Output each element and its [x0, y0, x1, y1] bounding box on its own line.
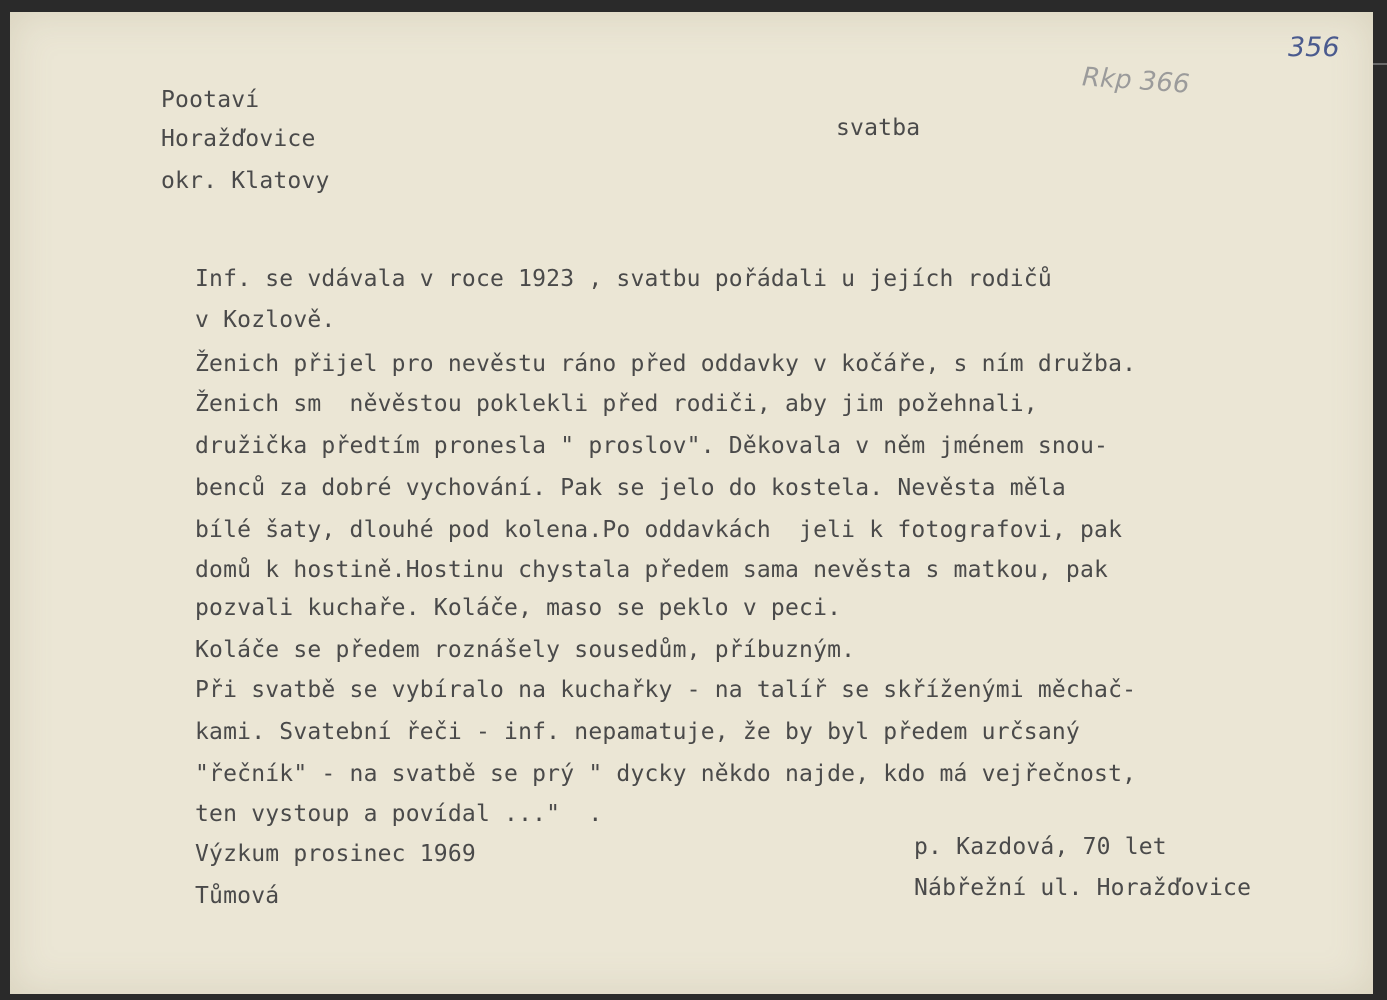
body-line: pozvali kuchaře. Koláče, maso se peklo v peci.	[195, 595, 842, 621]
research-date: Výzkum prosinec 1969	[195, 841, 476, 867]
archive-card	[10, 12, 1373, 994]
location-line-region: Pootaví	[161, 87, 260, 113]
body-line: Inf. se vdávala v roce 1923 , svatbu pořádali u jejích rodičů	[195, 266, 1052, 292]
edge-mark	[1373, 63, 1387, 65]
body-line: "řečník" - na svatbě se prý " dycky někdo najde, kdo má vejřečnost,	[195, 761, 1137, 787]
location-line-town: Horažďovice	[161, 126, 316, 152]
researcher-name: Tůmová	[195, 883, 280, 909]
location-line-district: okr. Klatovy	[161, 168, 330, 194]
body-line: bílé šaty, dlouhé pod kolena.Po oddavkách jeli k fotografovi, pak	[195, 517, 1123, 543]
body-line: Ženich sm něvěstou poklekli před rodiči, aby jim požehnali,	[195, 391, 1038, 417]
body-line: v Kozlově.	[195, 307, 336, 333]
informant-address: Nábřežní ul. Horažďovice	[914, 875, 1252, 901]
body-line: Koláče se předem roznášely sousedům, příbuzným.	[195, 637, 856, 663]
body-line: družička předtím pronesla " proslov". Děkovala v něm jménem snou-	[195, 433, 1109, 459]
body-line: ten vystoup a povídal ..." .	[195, 801, 603, 827]
catalog-number: Rkp 366	[1081, 62, 1191, 100]
body-line: Při svatbě se vybíralo na kuchařky - na talíř se skříženými měchač-	[195, 677, 1137, 703]
informant-name: p. Kazdová, 70 let	[914, 834, 1167, 860]
page-number: 356	[1288, 32, 1340, 63]
body-line: kami. Svatební řeči - inf. nepamatuje, že by byl předem určsaný	[195, 719, 1080, 745]
body-line: Ženich přijel pro nevěstu ráno před oddavky v kočáře, s ním družba.	[195, 351, 1137, 377]
body-line: domů k hostině.Hostinu chystala předem sama nevěsta s matkou, pak	[195, 557, 1109, 583]
body-line: benců za dobré vychování. Pak se jelo do kostela. Nevěsta měla	[195, 475, 1066, 501]
topic-title: svatba	[836, 115, 921, 141]
